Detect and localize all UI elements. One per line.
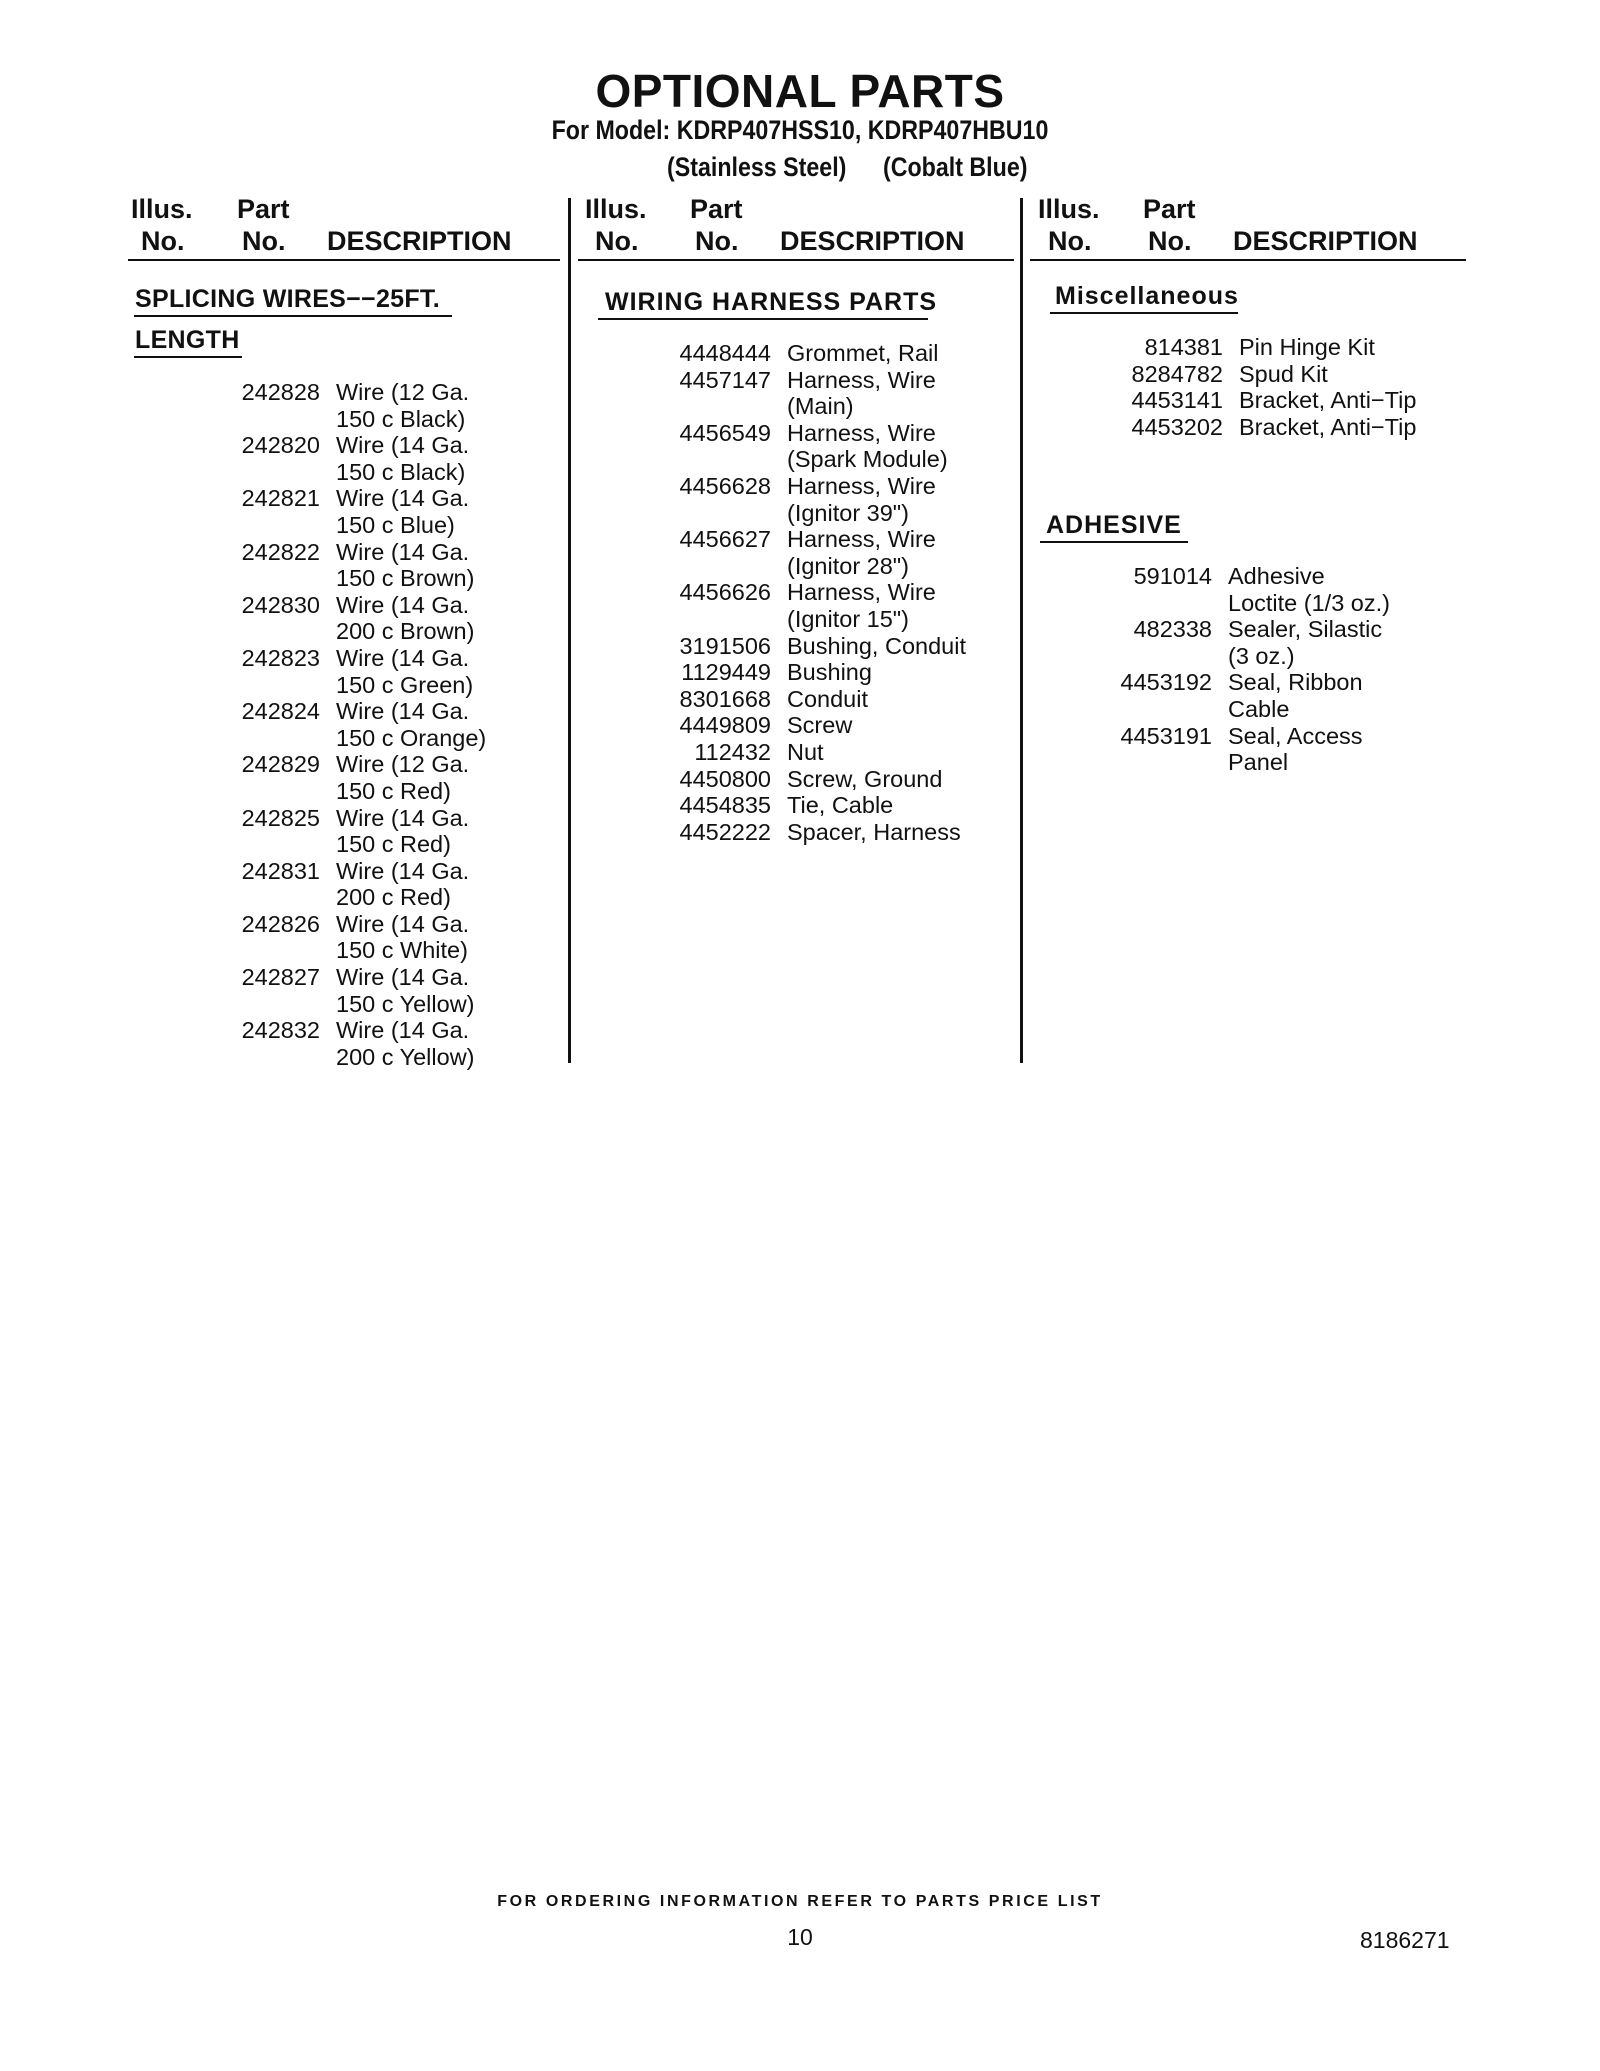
part-row bbox=[1090, 669, 1390, 722]
section-splicing-wires: SPLICING WIRES−−25FT. bbox=[135, 285, 440, 313]
part-row bbox=[220, 911, 486, 964]
part-description: 150 c Blue) bbox=[336, 511, 455, 538]
part-row bbox=[655, 819, 966, 846]
part-number: 242832 bbox=[241, 1017, 320, 1044]
part-number: 4457147 bbox=[679, 366, 771, 393]
part-number: 4456626 bbox=[679, 579, 771, 606]
part-row bbox=[220, 379, 486, 432]
part-number: 242829 bbox=[241, 751, 320, 778]
part-number: 242821 bbox=[241, 485, 320, 512]
part-row bbox=[1105, 387, 1416, 414]
part-number: 4450800 bbox=[679, 765, 771, 792]
part-description: 200 c Yellow) bbox=[336, 1043, 475, 1070]
part-description: (Spark Module) bbox=[787, 446, 948, 473]
part-row bbox=[655, 579, 966, 632]
col2-header-part: Part bbox=[690, 194, 743, 224]
col3-header-rule bbox=[1030, 259, 1466, 261]
col3-header-no1: No. bbox=[1048, 226, 1092, 256]
part-description: Seal, Access bbox=[1228, 722, 1363, 749]
part-description: Wire (14 Ga. bbox=[336, 857, 470, 884]
part-description: 150 c Orange) bbox=[336, 724, 487, 751]
col2-header-illus: Illus. bbox=[585, 194, 647, 224]
col1-header-part: Part bbox=[237, 194, 290, 224]
part-number: 4453191 bbox=[1120, 722, 1212, 749]
col1-header-illus: Illus. bbox=[131, 194, 193, 224]
part-description: (Ignitor 39") bbox=[787, 499, 909, 526]
part-number: 8301668 bbox=[679, 685, 771, 712]
part-row bbox=[655, 686, 966, 713]
part-row bbox=[655, 766, 966, 793]
part-number: 242828 bbox=[241, 379, 320, 405]
part-number: 242824 bbox=[241, 698, 320, 725]
part-description: Wire (14 Ga. bbox=[336, 964, 470, 991]
part-number: 242820 bbox=[241, 432, 320, 459]
part-description: Harness, Wire bbox=[787, 472, 936, 499]
part-row bbox=[655, 526, 966, 579]
part-row bbox=[1090, 723, 1390, 776]
part-description: Cable bbox=[1228, 695, 1290, 722]
part-description: Grommet, Rail bbox=[787, 340, 939, 366]
part-description: Harness, Wire bbox=[787, 419, 936, 446]
part-number: 4453192 bbox=[1120, 669, 1212, 696]
ordering-note: FOR ORDERING INFORMATION REFER TO PARTS PRICE LIST bbox=[497, 1893, 1103, 1910]
part-description: Wire (14 Ga. bbox=[336, 538, 470, 565]
part-number: 4456628 bbox=[679, 472, 771, 499]
part-description: Bracket, Anti−Tip bbox=[1239, 413, 1417, 440]
part-description: Harness, Wire bbox=[787, 526, 936, 553]
part-description: Seal, Ribbon bbox=[1228, 669, 1363, 696]
section-underline bbox=[598, 318, 928, 320]
part-number: 1129449 bbox=[681, 659, 771, 686]
section-underline bbox=[1040, 541, 1188, 543]
col1-header-no2: No. bbox=[242, 226, 286, 256]
part-description: 200 c Brown) bbox=[336, 618, 475, 645]
part-description: 150 c Black) bbox=[336, 458, 466, 485]
part-row bbox=[220, 645, 486, 698]
col1-header-rule bbox=[128, 259, 560, 261]
section-underline bbox=[1050, 312, 1238, 314]
section-underline bbox=[134, 315, 452, 317]
part-description: (3 oz.) bbox=[1228, 642, 1295, 669]
part-description: Wire (12 Ga. bbox=[336, 751, 470, 778]
part-row bbox=[220, 1017, 486, 1070]
part-row bbox=[655, 712, 966, 739]
part-row bbox=[220, 592, 486, 645]
part-number: 482338 bbox=[1133, 616, 1212, 643]
part-number: 242823 bbox=[241, 644, 320, 671]
part-description: 150 c Yellow) bbox=[336, 990, 475, 1017]
part-description: 150 c White) bbox=[336, 937, 468, 964]
part-row bbox=[220, 539, 486, 592]
section-splicing-length: LENGTH bbox=[135, 326, 240, 354]
part-number: 242831 bbox=[241, 857, 320, 884]
part-description: (Ignitor 28") bbox=[787, 552, 909, 579]
part-number: 4456549 bbox=[679, 419, 771, 446]
part-row bbox=[655, 367, 966, 420]
part-row bbox=[655, 659, 966, 686]
part-row bbox=[1090, 563, 1390, 616]
part-description: Screw bbox=[787, 712, 853, 739]
part-description: Harness, Wire bbox=[787, 579, 936, 606]
part-row bbox=[220, 751, 486, 804]
part-row bbox=[220, 964, 486, 1017]
part-description: Adhesive bbox=[1228, 563, 1325, 589]
section-wiring-harness: WIRING HARNESS PARTS bbox=[605, 288, 938, 316]
part-row bbox=[220, 858, 486, 911]
part-number: 242822 bbox=[241, 538, 320, 565]
part-description: Wire (12 Ga. bbox=[336, 379, 470, 405]
part-number: 242830 bbox=[241, 591, 320, 618]
col1-header-no1: No. bbox=[141, 226, 185, 256]
part-description: Wire (14 Ga. bbox=[336, 1017, 470, 1044]
part-description: Sealer, Silastic bbox=[1228, 616, 1383, 643]
part-description: 150 c Brown) bbox=[336, 565, 475, 592]
col2-header-no2: No. bbox=[695, 226, 739, 256]
part-description: Wire (14 Ga. bbox=[336, 698, 470, 725]
part-number: 4456627 bbox=[679, 526, 771, 553]
part-description: Wire (14 Ga. bbox=[336, 804, 470, 831]
finish-cobalt: (Cobalt Blue) bbox=[883, 152, 1028, 182]
page-number: 10 bbox=[787, 1924, 813, 1950]
part-number: 4452222 bbox=[679, 818, 771, 845]
part-description: (Ignitor 15") bbox=[787, 605, 909, 632]
part-row bbox=[655, 420, 966, 473]
part-description: Pin Hinge Kit bbox=[1239, 334, 1375, 360]
part-row bbox=[655, 473, 966, 526]
part-number: 112432 bbox=[694, 738, 771, 765]
part-number: 4448444 bbox=[679, 340, 771, 366]
col3-header-illus: Illus. bbox=[1038, 194, 1100, 224]
section-underline bbox=[134, 356, 242, 358]
part-description: Wire (14 Ga. bbox=[336, 644, 470, 671]
parts-list-adhesive bbox=[1090, 563, 1390, 776]
part-description: Bracket, Anti−Tip bbox=[1239, 387, 1417, 414]
column-divider bbox=[1020, 198, 1023, 1063]
part-description: Conduit bbox=[787, 685, 868, 712]
document-number: 8186271 bbox=[1360, 1927, 1450, 1953]
part-description: Wire (14 Ga. bbox=[336, 591, 470, 618]
page-title: OPTIONAL PARTS bbox=[595, 65, 1005, 117]
part-description: Spud Kit bbox=[1239, 360, 1328, 387]
part-number: 591014 bbox=[1133, 563, 1212, 589]
part-row bbox=[220, 485, 486, 538]
part-row bbox=[655, 739, 966, 766]
col3-header-no2: No. bbox=[1148, 226, 1192, 256]
col2-header-description: DESCRIPTION bbox=[780, 226, 965, 256]
part-description: Bushing bbox=[787, 659, 872, 686]
part-description: 200 c Red) bbox=[336, 884, 451, 911]
part-description: Panel bbox=[1228, 749, 1289, 776]
part-number: 242826 bbox=[241, 910, 320, 937]
part-description: Wire (14 Ga. bbox=[336, 910, 470, 937]
part-number: 242825 bbox=[241, 804, 320, 831]
model-subtitle: For Model: KDRP407HSS10, KDRP407HBU10 bbox=[551, 115, 1049, 145]
parts-list-splicing-wires bbox=[220, 379, 486, 1070]
part-description: (Main) bbox=[787, 393, 854, 420]
part-number: 242827 bbox=[241, 964, 320, 991]
part-row bbox=[220, 805, 486, 858]
part-description: Wire (14 Ga. bbox=[336, 485, 470, 512]
part-description: 150 c Green) bbox=[336, 671, 474, 698]
col2-header-no1: No. bbox=[595, 226, 639, 256]
part-number: 4449809 bbox=[679, 712, 771, 739]
part-number: 3191506 bbox=[679, 632, 771, 659]
part-number: 4454835 bbox=[679, 792, 771, 819]
finish-stainless: (Stainless Steel) bbox=[667, 152, 847, 182]
part-row bbox=[655, 340, 966, 367]
part-description: Tie, Cable bbox=[787, 792, 894, 819]
part-description: Harness, Wire bbox=[787, 366, 936, 393]
col1-header-description: DESCRIPTION bbox=[327, 226, 512, 256]
part-description: Bushing, Conduit bbox=[787, 632, 966, 659]
part-row bbox=[1090, 616, 1390, 669]
part-row bbox=[220, 432, 486, 485]
section-adhesive: ADHESIVE bbox=[1046, 511, 1182, 539]
part-row bbox=[1105, 334, 1416, 361]
part-description: Wire (14 Ga. bbox=[336, 432, 470, 459]
parts-list-miscellaneous bbox=[1105, 334, 1416, 440]
part-number: 814381 bbox=[1144, 334, 1223, 360]
part-row bbox=[655, 792, 966, 819]
part-description: Spacer, Harness bbox=[787, 818, 961, 845]
part-number: 4453202 bbox=[1131, 413, 1223, 440]
part-row bbox=[655, 633, 966, 660]
part-description: 150 c Red) bbox=[336, 831, 451, 858]
part-number: 8284782 bbox=[1131, 360, 1223, 387]
section-miscellaneous: Miscellaneous bbox=[1055, 282, 1239, 310]
part-description: Nut bbox=[787, 738, 824, 765]
part-description: Screw, Ground bbox=[787, 765, 943, 792]
part-description: Loctite (1/3 oz.) bbox=[1228, 589, 1390, 616]
part-description: 150 c Red) bbox=[336, 777, 451, 804]
part-row bbox=[220, 698, 486, 751]
part-number: 4453141 bbox=[1131, 387, 1223, 414]
part-row bbox=[1105, 414, 1416, 441]
col2-header-rule bbox=[578, 259, 1014, 261]
col3-header-part: Part bbox=[1143, 194, 1196, 224]
part-row bbox=[1105, 361, 1416, 388]
parts-list-wiring-harness bbox=[655, 340, 966, 845]
col3-header-description: DESCRIPTION bbox=[1233, 226, 1418, 256]
part-description: 150 c Black) bbox=[336, 405, 466, 432]
column-divider bbox=[568, 198, 571, 1063]
